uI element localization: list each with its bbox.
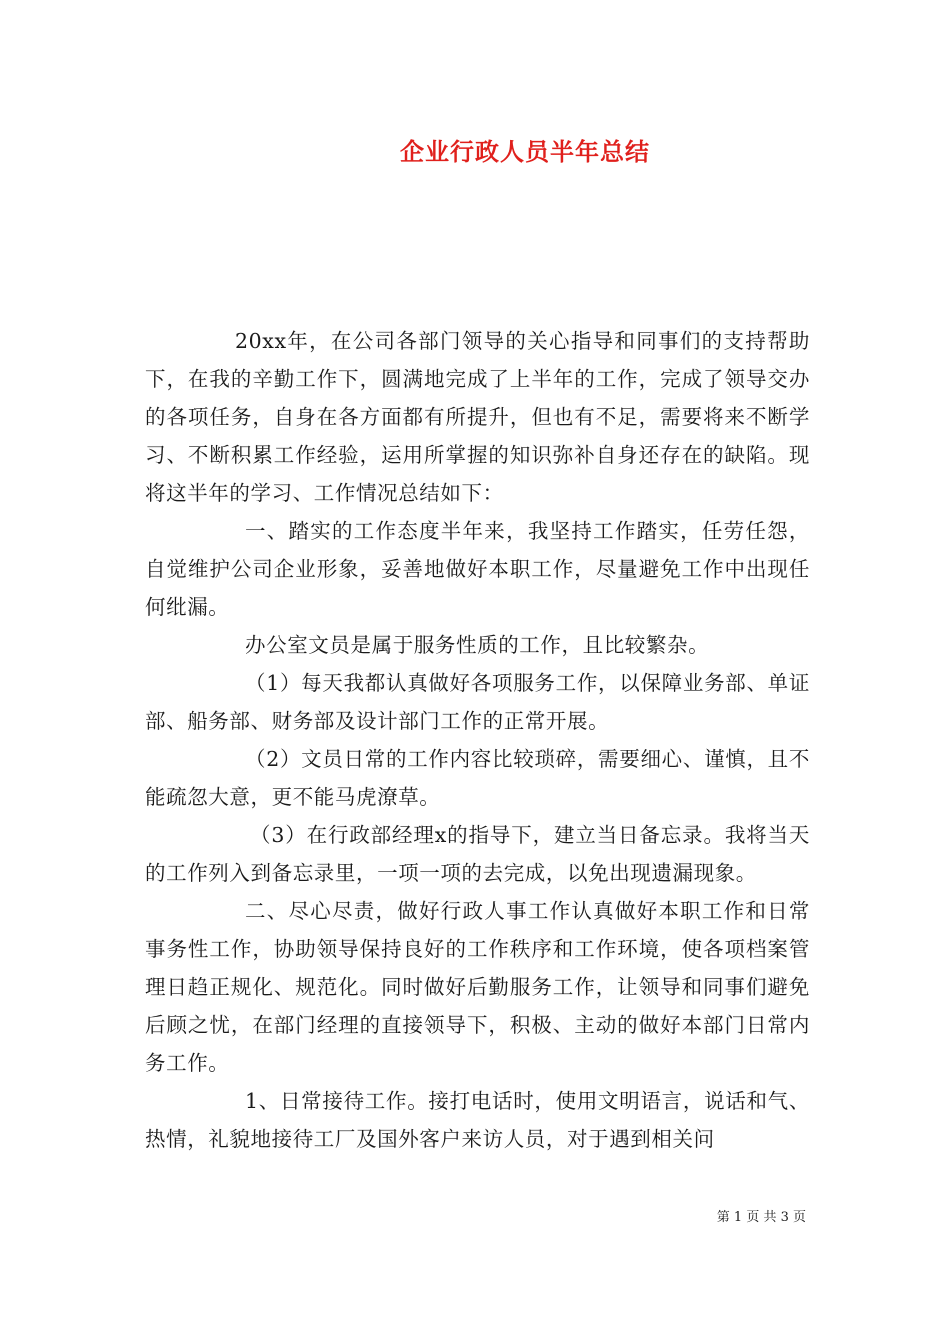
paragraph-reception: 1、日常接待工作。接打电话时，使用文明语言，说话和气、热情，礼貌地接待工厂及国外客户来访人员，对于遇到相关问 xyxy=(145,1089,810,1151)
paragraph-item-2: （2）文员日常的工作内容比较琐碎，需要细心、谨慎，且不能疏忽大意，更不能马虎潦草。 xyxy=(145,747,810,809)
document-title: 企业行政人员半年总结 xyxy=(400,137,650,166)
page-number: 第 1 页 共 3 页 xyxy=(716,1210,806,1225)
document-body xyxy=(145,322,810,1158)
paragraph-section-1: 一、踏实的工作态度半年来，我坚持工作踏实，任劳任怨，自觉维护公司企业形象，妥善地做好本职工作，尽量避免工作中出现任何纰漏。 xyxy=(145,519,810,619)
paragraph-intro: 20xx年，在公司各部门领导的关心指导和同事们的支持帮助下，在我的辛勤工作下，圆满地完成了上半年的工作，完成了领导交办的各项任务，自身在各方面都有所提升，但也有不足，需要将来不断学习、不断积累工作经验，运用所掌握的知识弥补自身还存在的缺陷。现将这半年的学习、工作情况总结如下： xyxy=(145,329,810,505)
paragraph-office-clerk: 办公室文员是属于服务性质的工作，且比较繁杂。 xyxy=(245,633,710,657)
paragraph-item-1: （1）每天我都认真做好各项服务工作，以保障业务部、单证部、船务部、财务部及设计部门工作的正常开展。 xyxy=(145,671,810,733)
paragraph-section-2: 二、尽心尽责，做好行政人事工作认真做好本职工作和日常事务性工作，协助领导保持良好的工作秩序和工作环境，使各项档案管理日趋正规化、规范化。同时做好后勤服务工作，让领导和同事们避免后顾之忧，在部门经理的直接领导下，积极、主动的做好本部门日常内务工作。 xyxy=(145,899,810,1075)
paragraph-item-3: （3）在行政部经理x的指导下，建立当日备忘录。我将当天的工作列入到备忘录里，一项一项的去完成，以免出现遗漏现象。 xyxy=(145,823,810,885)
